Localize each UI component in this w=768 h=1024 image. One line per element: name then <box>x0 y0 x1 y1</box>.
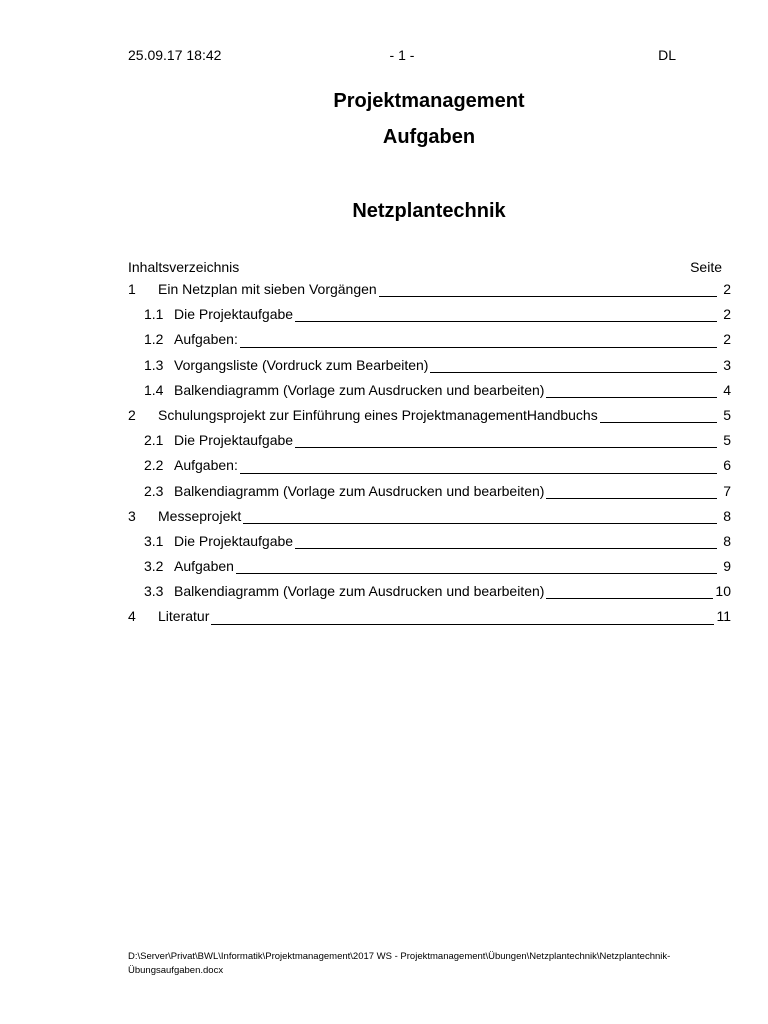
toc-leader-line <box>379 296 717 297</box>
toc-entry-title: Die Projektaufgabe <box>174 306 294 323</box>
toc-entry[interactable] <box>128 455 731 480</box>
toc-header <box>128 259 731 279</box>
toc-entry-page: 8 <box>723 532 731 549</box>
toc-entry-title: Messeprojekt <box>158 507 242 524</box>
toc-entry-page: 2 <box>723 331 731 348</box>
toc-entry-page: 9 <box>723 558 731 575</box>
toc-entry[interactable] <box>128 279 731 304</box>
toc-entry-number: 3.3 <box>144 583 164 600</box>
toc-entry-page: 5 <box>723 406 731 423</box>
toc-entry[interactable] <box>128 556 731 581</box>
toc-entry-title: Aufgaben: <box>174 331 238 348</box>
toc-entry[interactable] <box>128 380 731 405</box>
toc-entry-title: Aufgaben: <box>174 457 238 474</box>
toc-entry-number: 2.1 <box>144 432 164 449</box>
toc-entry[interactable] <box>128 531 731 556</box>
toc-entry-title: Ein Netzplan mit sieben Vorgängen <box>158 281 377 297</box>
file-path-line-2: Übungsaufgaben.docx <box>128 965 224 976</box>
toc-leader-line <box>546 498 717 499</box>
document-topic: Netzplantechnik <box>352 200 506 222</box>
toc-entry-number: 3.2 <box>144 558 164 575</box>
toc-entries <box>128 279 731 632</box>
toc-entry-number: 2.3 <box>144 482 164 499</box>
toc-entry-page: 11 <box>716 608 731 625</box>
toc-entry-number: 1.4 <box>144 381 164 398</box>
toc-leader-line <box>546 598 713 599</box>
document-title: Projektmanagement <box>333 90 525 112</box>
toc-entry-title: Balkendiagramm (Vorlage zum Ausdrucken und bearbeiten) <box>174 482 545 499</box>
toc-entry-title: Balkendiagramm (Vorlage zum Ausdrucken und bearbeiten) <box>174 583 545 600</box>
header-date: 25.09.17 18:42 <box>128 47 222 63</box>
toc-entry-title: Balkendiagramm (Vorlage zum Ausdrucken und bearbeiten) <box>174 381 545 398</box>
toc-entry-page: 6 <box>723 457 731 474</box>
header-page-number: - 1 - <box>389 47 415 63</box>
toc-entry[interactable] <box>128 355 731 380</box>
toc-entry-title: Die Projektaufgabe <box>174 532 294 549</box>
toc-entry-number: 2 <box>128 406 136 423</box>
toc-entry-page: 7 <box>723 482 731 499</box>
toc-leader-line <box>236 573 717 574</box>
toc-entry-title: Schulungsprojekt zur Einführung eines ProjektmanagementHandbuchs <box>158 406 598 423</box>
toc-entry-number: 1.1 <box>144 306 164 323</box>
toc-entry[interactable] <box>128 581 731 606</box>
file-path-footer <box>128 950 728 978</box>
toc-entry-title: Literatur <box>158 608 210 625</box>
toc-entry[interactable] <box>128 329 731 354</box>
toc-entry[interactable] <box>128 481 731 506</box>
toc-entry-page: 5 <box>723 432 731 449</box>
toc-leader-line <box>546 397 717 398</box>
toc-entry-number: 3 <box>128 507 136 524</box>
table-of-contents <box>128 259 731 632</box>
toc-entry[interactable] <box>128 506 731 531</box>
toc-label: Inhaltsverzeichnis <box>128 259 240 275</box>
toc-entry-page: 3 <box>723 356 731 373</box>
toc-entry[interactable] <box>128 430 731 455</box>
toc-leader-line <box>295 548 717 549</box>
toc-entry-title: Aufgaben <box>174 558 234 575</box>
toc-leader-line <box>240 473 717 474</box>
header-author: DL <box>658 47 676 63</box>
document-subtitle: Aufgaben <box>382 126 476 148</box>
toc-leader-line <box>240 347 717 348</box>
toc-entry-page: 8 <box>723 507 731 524</box>
toc-leader-line <box>600 422 717 423</box>
toc-leader-line <box>295 321 717 322</box>
toc-entry-page: 2 <box>723 281 731 297</box>
toc-entry-number: 1.3 <box>144 356 164 373</box>
page-header <box>128 47 676 67</box>
toc-leader-line <box>211 624 714 625</box>
toc-entry-number: 1.2 <box>144 331 164 348</box>
toc-entry-title: Vorgangsliste (Vordruck zum Bearbeiten) <box>174 356 429 373</box>
toc-entry-number: 3.1 <box>144 532 164 549</box>
toc-page-label: Seite <box>690 259 722 275</box>
toc-leader-line <box>243 523 717 524</box>
toc-entry[interactable] <box>128 405 731 430</box>
toc-entry-page: 10 <box>715 583 731 600</box>
toc-leader-line <box>430 372 717 373</box>
toc-entry-number: 2.2 <box>144 457 164 474</box>
toc-entry-number: 4 <box>128 608 136 625</box>
toc-leader-line <box>295 447 717 448</box>
toc-entry-number: 1 <box>128 281 136 297</box>
file-path-line-1: D:\Server\Privat\BWL\Informatik\Projektmanagement\2017 WS - Projektmanagement\Übungen\Netzplantechnik\Netzplantechnik- <box>128 951 671 962</box>
toc-entry-page: 4 <box>723 381 731 398</box>
toc-entry-title: Die Projektaufgabe <box>174 432 294 449</box>
toc-entry[interactable] <box>128 606 731 631</box>
toc-entry[interactable] <box>128 304 731 329</box>
toc-entry-page: 2 <box>723 306 731 323</box>
